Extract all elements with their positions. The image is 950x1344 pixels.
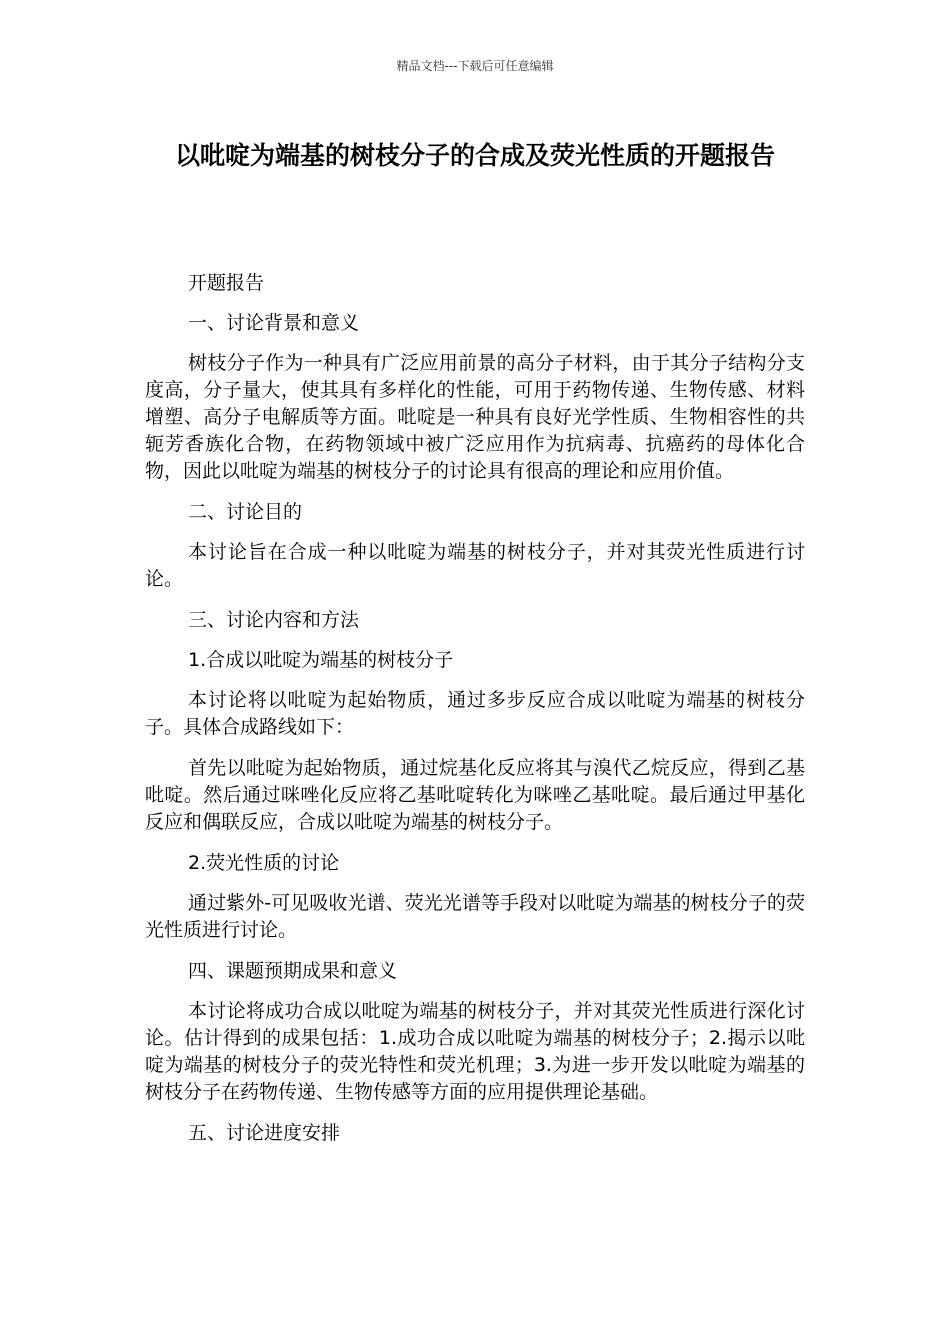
section-heading-background: 一、讨论背景和意义: [188, 312, 360, 334]
header-note: 精品文档---下载后可任意编辑: [396, 59, 554, 73]
subsection-heading-fluorescence: 2.荧光性质的讨论: [188, 852, 340, 874]
section-heading-content-methods: 三、讨论内容和方法: [188, 609, 360, 631]
section-heading-report: 开题报告: [188, 272, 265, 294]
paragraph-synthesis-intro: 本讨论将以吡啶为起始物质，通过多步反应合成以吡啶为端基的树枝分子。具体合成路线如下：: [145, 689, 805, 738]
paragraph-background: 树枝分子作为一种具有广泛应用前景的高分子材料，由于其分子结构分支度高，分子量大，使其具有多样化的性能，可用于药物传递、生物传感、材料增塑、高分子电解质等方面。吡啶是一种具有良好光学性质、生物相容性的共轭芳香族化合物，在药物领域中被广泛应用作为抗病毒、抗癌药的母体化合物，因此以吡啶为端基的树枝分子的讨论具有很高的理论和应用价值。: [145, 352, 805, 482]
document-title: 以吡啶为端基的树枝分子的合成及荧光性质的开题报告: [174, 141, 775, 170]
section-heading-purpose: 二、讨论目的: [188, 501, 303, 523]
paragraph-synthesis-route: 首先以吡啶为起始物质，通过烷基化反应将其与溴代乙烷反应，得到乙基吡啶。然后通过咪唑化反应将乙基吡啶转化为咪唑乙基吡啶。最后通过甲基化反应和偶联反应，合成以吡啶为端基的树枝分子。: [145, 757, 805, 833]
document-body: [145, 270, 805, 1160]
subsection-heading-synthesis: 1.合成以吡啶为端基的树枝分子: [188, 649, 454, 671]
paragraph-purpose: 本讨论旨在合成一种以吡啶为端基的树枝分子，并对其荧光性质进行讨论。: [145, 541, 805, 590]
section-heading-schedule: 五、讨论进度安排: [188, 1122, 341, 1144]
section-heading-expected-results: 四、课题预期成果和意义: [188, 960, 398, 982]
paragraph-fluorescence: 通过紫外-可见吸收光谱、荧光光谱等手段对以吡啶为端基的树枝分子的荧光性质进行讨论。: [145, 892, 805, 941]
paragraph-expected-results: 本讨论将成功合成以吡啶为端基的树枝分子，并对其荧光性质进行深化讨论。估计得到的成果包括：1.成功合成以吡啶为端基的树枝分子；2.揭示以吡啶为端基的树枝分子的荧光特性和荧光机理；3.为进一步开发以吡啶为端基的树枝分子在药物传递、生物传感等方面的应用提供理论基础。: [145, 1000, 805, 1103]
